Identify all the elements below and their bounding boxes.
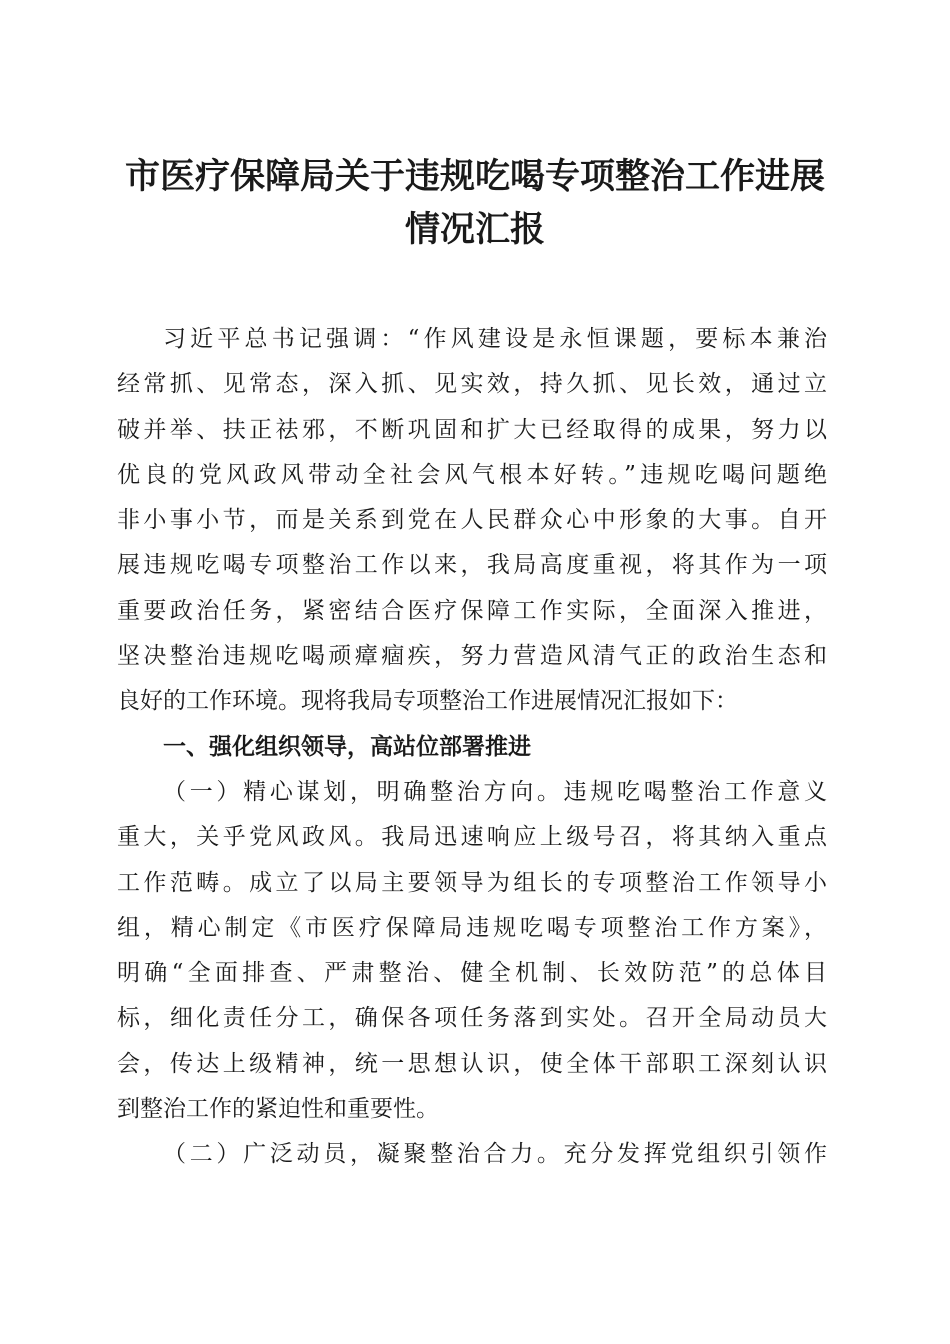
text-line: 重大，关乎党风政风。我局迅速响应上级号召，将其纳入重点 bbox=[117, 824, 827, 851]
text-line: 组，精心制定《市医疗保障局违规吃喝专项整治工作方案》， bbox=[117, 914, 827, 941]
text-line: 会，传达上级精神，统一思想认识，使全体干部职工深刻认识 bbox=[117, 1050, 827, 1077]
text-line: 习近平总书记强调：“作风建设是永恒课题，要标本兼治 bbox=[163, 326, 827, 352]
section-1-paragraph-2 bbox=[117, 1132, 827, 1177]
text-line: 良好的工作环境。现将我局专项整治工作进展情况汇报如下： bbox=[117, 688, 738, 715]
text-line: 工作范畴。成立了以局主要领导为组长的专项整治工作领导小 bbox=[117, 869, 827, 896]
document-body bbox=[117, 317, 827, 1178]
title-line-2: 情况汇报 bbox=[404, 209, 545, 250]
text-line: 标，细化责任分工，确保各项任务落到实处。召开全局动员大 bbox=[117, 1005, 827, 1032]
text-line: 坚决整治违规吃喝顽瘴痼疾，努力营造风清气正的政治生态和 bbox=[117, 643, 827, 670]
text-line: 优良的党风政风带动全社会风气根本好转。”违规吃喝问题绝 bbox=[117, 461, 827, 488]
text-line: 重要政治任务，紧密结合医疗保障工作实际，全面深入推进， bbox=[117, 597, 827, 624]
text-line: 经常抓、见常态，深入抓、见实效，持久抓、见长效，通过立 bbox=[117, 371, 827, 398]
intro-paragraph bbox=[117, 317, 827, 725]
text-line: 破并举、扶正祛邪，不断巩固和扩大已经取得的成果，努力以 bbox=[117, 416, 827, 443]
text-line: 展违规吃喝专项整治工作以来，我局高度重视，将其作为一项 bbox=[117, 552, 827, 579]
title-line-1: 市医疗保障局关于违规吃喝专项整治工作进展 bbox=[124, 156, 825, 197]
text-line: 到整治工作的紧迫性和重要性。 bbox=[117, 1096, 439, 1123]
text-line: （二）广泛动员，凝聚整治合力。充分发挥党组织引领作 bbox=[163, 1141, 827, 1168]
text-line: （一）精心谋划，明确整治方向。违规吃喝整治工作意义 bbox=[163, 778, 827, 805]
document-title bbox=[100, 150, 850, 256]
section-heading: 一、强化组织领导，高站位部署推进 bbox=[163, 733, 531, 760]
text-line: 明确“全面排查、严肃整治、健全机制、长效防范”的总体目 bbox=[117, 960, 827, 987]
text-line: 非小事小节，而是关系到党在人民群众心中形象的大事。自开 bbox=[117, 507, 827, 534]
section-1-paragraph-1 bbox=[117, 770, 827, 1132]
